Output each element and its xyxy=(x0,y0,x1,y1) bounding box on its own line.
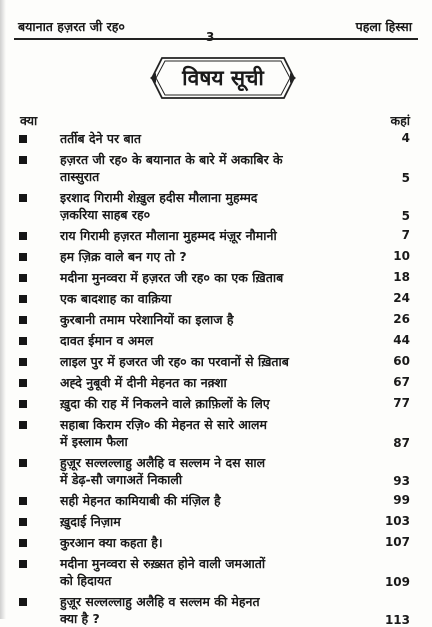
toc-page-number: 67 xyxy=(393,375,410,389)
toc-entry-text: राय गिरामी हज़रत मौलाना मुहम्मद मंज़ूर नौमानी xyxy=(60,228,277,243)
toc-page-number: 93 xyxy=(393,474,410,488)
toc-page-number: 109 xyxy=(384,575,410,589)
toc-page-number: 87 xyxy=(393,436,410,450)
toc-entry xyxy=(0,290,432,307)
bullet-square-icon xyxy=(19,560,27,568)
toc-page-number: 7 xyxy=(401,228,410,242)
toc-entry xyxy=(0,374,432,391)
bullet-square-icon xyxy=(19,518,27,526)
toc-entry-text: क्या है ? xyxy=(60,611,100,626)
toc-entry-text: हुज़ूर सल्लल्लाहु अलैहि व सल्लम ने दस साल xyxy=(60,455,266,470)
toc-page-number: 24 xyxy=(393,291,410,305)
bullet-square-icon xyxy=(19,598,27,606)
toc-entry xyxy=(0,513,432,530)
toc-entry xyxy=(0,555,432,589)
toc-entry-text: इरशाद गिरामी शेख़ुल हदीस मौलाना मुहम्मद xyxy=(60,190,258,205)
bullet-square-icon xyxy=(19,459,27,467)
toc-page-number: 103 xyxy=(384,514,410,528)
toc-entry-text: में इस्लाम फैला xyxy=(60,434,128,449)
toc-entry-text: तर्तीब देने पर बात xyxy=(60,131,141,146)
toc-page-number: 26 xyxy=(393,312,410,326)
toc-entry xyxy=(0,227,432,244)
toc-entry-text: हुज़ूर सल्लल्लाहु अलैहि व सल्लम की मेहनत xyxy=(60,594,260,609)
toc-entry-text: हज़रत जी रह० के बयानात के बारे में अकाबिर के xyxy=(60,152,283,167)
toc-entry-text: सहाबा किराम रज़ि० की मेहनत से सारे आलम xyxy=(60,417,267,432)
toc-entry-text: मदीना मुनव्वरा से रुख़्सत होने वाली जमआतों xyxy=(60,556,266,571)
toc-entry xyxy=(0,593,432,627)
toc-entry xyxy=(0,416,432,450)
toc-page-number: 99 xyxy=(393,493,410,507)
toc-entry-text: ख़ुदा की राह में निकलने वाले क़ाफ़िलों के लिए xyxy=(60,396,270,411)
toc-page-number: 5 xyxy=(401,209,410,223)
toc-page-number: 44 xyxy=(393,333,410,347)
toc-title-frame xyxy=(148,54,298,102)
toc-entry-text: हम ज़िक्र वाले बन गए तो ? xyxy=(60,249,187,264)
toc-page-number: 4 xyxy=(401,131,410,145)
column-header-page: कहां xyxy=(390,113,410,128)
toc-entry xyxy=(0,248,432,265)
toc-entry xyxy=(0,332,432,349)
toc-entry-text: लाइल पुर में हजरत जी रह० का परवानों से ख़िताब xyxy=(60,354,289,369)
bullet-square-icon xyxy=(19,358,27,366)
page-number: 3 xyxy=(206,30,215,44)
toc-entry-text: में डेढ़-सौ जगाअतें निकाली xyxy=(60,472,183,487)
column-header-topic: क्या xyxy=(20,113,38,128)
bullet-square-icon xyxy=(19,194,27,202)
toc-entry-text: तास्सुरात xyxy=(60,169,100,184)
bullet-square-icon xyxy=(19,539,27,547)
toc-entry-text: कुरबानी तमाम परेशानियों का इलाज है xyxy=(60,312,234,327)
toc-entry-text: मदीना मुनव्वरा में हज़रत जी रह० का एक ख़िताब xyxy=(60,270,284,285)
toc-entry-text: ज़करिया साहब रह० xyxy=(60,207,151,222)
bullet-square-icon xyxy=(19,156,27,164)
toc-entry xyxy=(0,395,432,412)
bullet-square-icon xyxy=(19,497,27,505)
toc-entry-text: को हिदायत xyxy=(60,573,112,588)
toc-page-number: 107 xyxy=(384,535,410,549)
toc-title: विषय सूची xyxy=(182,65,264,90)
bullet-square-icon xyxy=(19,135,27,143)
header-part-label: पहला हिस्सा xyxy=(355,19,412,34)
bullet-square-icon xyxy=(19,379,27,387)
toc-page-number: 113 xyxy=(384,613,410,627)
running-header xyxy=(0,0,432,44)
toc-entry-text: एक बादशाह का वाक़िया xyxy=(60,291,172,306)
toc-page-number: 60 xyxy=(393,354,410,368)
toc-entry xyxy=(0,269,432,286)
toc-entry-text: दावत ईमान व अमल xyxy=(60,333,154,348)
toc-entry xyxy=(0,353,432,370)
bullet-square-icon xyxy=(19,232,27,240)
bullet-square-icon xyxy=(19,274,27,282)
bullet-square-icon xyxy=(19,400,27,408)
toc-entry xyxy=(0,454,432,488)
header-book-title: बयानात हज़रत जी रह० xyxy=(18,19,125,34)
toc-entry xyxy=(0,534,432,551)
toc-entry-text: ख़ुदाई निज़ाम xyxy=(60,514,121,529)
toc-entry xyxy=(0,189,432,223)
toc-page-number: 5 xyxy=(401,171,410,185)
toc-entry xyxy=(0,492,432,509)
bullet-square-icon xyxy=(19,316,27,324)
bullet-square-icon xyxy=(19,253,27,261)
toc-entry-text: कुरआन क्या कहता है। xyxy=(60,535,163,550)
toc-entry xyxy=(0,311,432,328)
bullet-square-icon xyxy=(19,421,27,429)
bullet-square-icon xyxy=(19,295,27,303)
bullet-square-icon xyxy=(19,337,27,345)
toc-page-number: 10 xyxy=(393,249,410,263)
toc-page-number: 18 xyxy=(393,270,410,284)
toc-page-number: 77 xyxy=(393,396,410,410)
toc-entry xyxy=(0,130,432,147)
toc-entry xyxy=(0,151,432,185)
toc-entry-text: अह्दे नुबूवी में दीनी मेहनत का नक़्शा xyxy=(60,375,227,390)
header-rule xyxy=(14,38,418,40)
toc-entry-text: सही मेहनत कामियाबी की मंज़िल है xyxy=(60,493,221,508)
